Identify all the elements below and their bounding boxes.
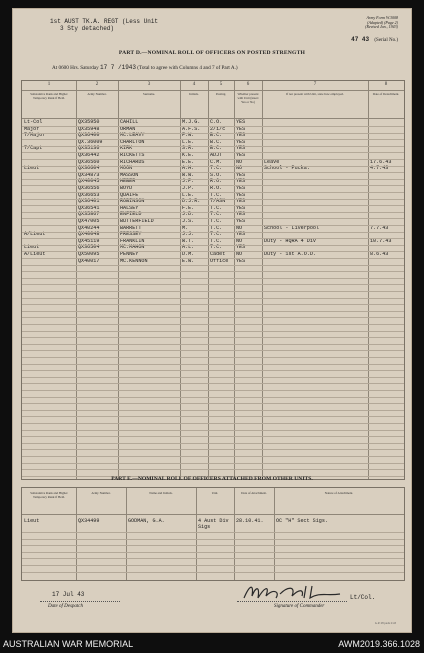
ruled-line	[22, 532, 404, 533]
roll-cell-army-number: QX40017	[78, 257, 100, 264]
part-d-table	[21, 80, 405, 480]
roll-cell-initials: L.E.	[182, 138, 195, 145]
ruled-line	[22, 192, 404, 193]
ruled-line	[22, 331, 404, 332]
ruled-line	[22, 284, 404, 285]
ruled-line	[22, 423, 404, 424]
ruled-line	[22, 271, 404, 272]
roll-cell-rank: Lieut	[24, 165, 40, 172]
roll-cell-present: YES	[236, 132, 246, 139]
roll-cell-army-number: QX36560	[78, 158, 100, 165]
roll-cell-army-number: QX36504	[78, 244, 100, 251]
roll-cell-present: YES	[236, 125, 246, 132]
roll-cell-army-number: QX36604	[78, 165, 100, 172]
roll-cell-surname: ENFIELD	[120, 211, 142, 218]
roll-cell-surname: MC.KENNON	[120, 257, 148, 264]
column-header: Initials.	[189, 92, 199, 96]
roll-cell-initials: M.	[182, 224, 189, 231]
column-number: 5	[219, 82, 223, 87]
roll-cell-initials: W.W.	[182, 171, 195, 178]
ruled-line	[22, 172, 404, 173]
despatch-label: Date of Despatch	[48, 604, 83, 609]
roll-cell-army-number: QX.36009	[78, 138, 103, 145]
ruled-line	[22, 416, 404, 417]
column-number: 7	[313, 82, 317, 87]
roll-cell-initials: E.W.	[182, 257, 195, 264]
roll-cell-army-number: QX50095	[78, 251, 100, 257]
column-divider	[262, 81, 263, 479]
roll-cell-present: YES	[236, 191, 246, 198]
roll-cell-surname: RICHARDS	[120, 158, 145, 165]
roll-cell-posting: S.O.	[210, 171, 223, 178]
roll-cell-detachment-date: 7.7.43	[370, 224, 389, 231]
roll-cell-present: NO	[236, 237, 243, 244]
roll-cell-army-number: QX40045	[78, 178, 100, 185]
roll-cell-present: NO	[236, 158, 243, 165]
roll-cell-initials: S.R.	[182, 145, 195, 152]
roll-cell-rank: Major	[24, 125, 40, 132]
ruled-line	[22, 152, 404, 153]
ruled-line	[22, 552, 404, 553]
roll-cell-initials: F.E.	[182, 204, 195, 211]
form-line-3: (Revised Jan., 1943)	[365, 24, 398, 30]
ruled-line	[22, 545, 404, 546]
column-header: Date of Detachment.	[372, 92, 400, 96]
column-number: 8	[384, 82, 388, 87]
part-e-table	[21, 487, 405, 581]
roll-cell-army-number: QX36400	[78, 132, 100, 139]
column-divider	[76, 81, 77, 479]
ruled-line	[22, 350, 404, 351]
ruled-line	[22, 304, 404, 305]
roll-cell-initials: J.D.	[182, 211, 195, 218]
roll-cell-posting: C.M.	[210, 158, 223, 165]
roll-cell-initials: A.F.S.	[182, 125, 201, 132]
roll-cell-initials: J.S.	[182, 218, 195, 224]
ruled-line	[22, 311, 404, 312]
roll-cell-initials: J.P.	[182, 178, 195, 185]
ruled-line	[22, 185, 404, 186]
ruled-line	[22, 126, 404, 127]
column-divider	[118, 81, 119, 479]
ruled-line	[22, 265, 404, 266]
column-header: Name and Initials.	[149, 491, 173, 495]
ruled-line	[22, 324, 404, 325]
attached-cell-unit: 4 Aust Div Sigs	[198, 518, 229, 530]
column-header: Army Number.	[91, 491, 111, 495]
roll-cell-initials: L.E.	[182, 191, 195, 198]
roll-cell-initials: A.L.	[182, 244, 195, 251]
ruled-line	[22, 218, 404, 219]
column-divider	[368, 81, 369, 479]
roll-cell-posting: R.O.	[210, 185, 223, 191]
roll-cell-employment: Duty - HQRA 4 Div	[264, 237, 316, 244]
roll-cell-posting: B.C.	[210, 138, 223, 145]
ruled-line	[22, 166, 404, 167]
ruled-line	[22, 225, 404, 226]
roll-cell-army-number: QX35867	[78, 211, 100, 218]
roll-cell-surname: HEBER	[120, 178, 136, 185]
ruled-line	[22, 179, 404, 180]
roll-cell-rank: Lt-Col	[24, 119, 43, 125]
column-header: Substantive Rank and Higher Temporary Rank if Held.	[30, 92, 68, 100]
ruled-line	[22, 383, 404, 384]
roll-cell-rank: A/Lieut	[24, 251, 46, 257]
ruled-line	[22, 572, 404, 573]
ruled-line	[22, 463, 404, 464]
roll-cell-employment: Leave	[264, 158, 280, 165]
archive-caption: AUSTRALIAN WAR MEMORIAL	[3, 639, 134, 649]
roll-cell-present: YES	[236, 231, 246, 238]
roll-cell-present: NO	[236, 224, 243, 231]
roll-cell-surname: MC.LEAVY	[120, 132, 145, 139]
roll-cell-surname: PRESSEY	[120, 231, 142, 238]
roll-cell-initials: K.E.	[182, 152, 195, 158]
roll-cell-present: YES	[236, 171, 246, 178]
ruled-line	[22, 397, 404, 398]
roll-cell-army-number: QX47005	[78, 218, 100, 224]
roll-cell-detachment-date: 17.6.43	[370, 158, 392, 165]
column-number: 6	[246, 82, 250, 87]
form-line-2: (Adapted) (Page 2)	[367, 19, 398, 25]
roll-cell-present: YES	[236, 204, 246, 211]
roll-cell-employment: School - Pucka.	[264, 165, 310, 172]
roll-cell-surname: HALSEY	[120, 204, 139, 211]
column-header: Date of Attachment.	[241, 491, 267, 495]
roll-cell-surname: CHARLTON	[120, 138, 145, 145]
part-e-title: PART E.—NOMINAL ROLL OF OFFICERS ATTACHED FROM OTHER UNITS.	[111, 476, 313, 482]
roll-cell-posting: T/ASN	[210, 198, 226, 205]
roll-cell-initials: D.J.R.	[182, 198, 201, 205]
document-sheet	[12, 8, 412, 633]
roll-cell-posting: 2/i/c	[210, 125, 226, 132]
despatch-line	[40, 601, 120, 602]
attached-cell-attachment-date: 28.10.41.	[236, 518, 264, 524]
ruled-line	[22, 205, 404, 206]
ruled-line	[22, 278, 404, 279]
signature-label: Signature of Commander	[274, 604, 325, 609]
column-number: 2	[95, 82, 99, 87]
roll-cell-initials: F.W.	[182, 132, 195, 139]
roll-cell-posting: T.C.	[210, 244, 223, 251]
roll-cell-posting: T.C.	[210, 191, 223, 198]
ruled-line	[22, 370, 404, 371]
roll-cell-surname: PENNEY	[120, 251, 139, 257]
attached-cell-name: GODMAN, G.A.	[128, 518, 165, 524]
unit-line-1: 1st AUST TK.A. REGT (Less Unit	[50, 18, 159, 25]
column-header: Substantive Rank and Higher Temporary Rank if Held.	[30, 491, 68, 499]
roll-cell-present: YES	[236, 257, 246, 264]
ruled-line	[22, 139, 404, 140]
roll-cell-detachment-date: 8.6.43	[370, 251, 389, 257]
part-d-subline	[52, 64, 238, 71]
subline-date: 17 7 /1943	[99, 64, 136, 71]
roll-cell-surname: CAHILL	[120, 119, 139, 125]
roll-cell-initials: E.E.	[182, 158, 195, 165]
roll-cell-initials: A.H.	[182, 165, 195, 172]
roll-cell-army-number: QX36442	[78, 152, 100, 158]
column-header-row	[22, 90, 404, 119]
roll-cell-posting: T.C.	[210, 211, 223, 218]
roll-cell-posting: T.C.	[210, 218, 223, 224]
ruled-line	[22, 232, 404, 233]
ruled-line	[22, 430, 404, 431]
column-header-row	[22, 488, 404, 515]
ruled-line	[22, 251, 404, 252]
column-number: 1	[47, 82, 51, 87]
unit-line-2: 3 Sty detached)	[60, 25, 115, 32]
roll-cell-posting: B.C.	[210, 132, 223, 139]
roll-cell-detachment-date: 10.7.43	[370, 237, 392, 244]
roll-cell-posting: Office	[210, 257, 229, 264]
unit-heading	[50, 18, 158, 32]
roll-cell-surname: MOON	[120, 165, 133, 172]
roll-cell-army-number: QX36556	[78, 185, 100, 191]
column-header: Surname.	[142, 92, 156, 96]
roll-cell-present: YES	[236, 218, 246, 224]
roll-cell-initials: J.P.	[182, 185, 195, 191]
column-number: 4	[192, 82, 196, 87]
ruled-line	[22, 558, 404, 559]
roll-cell-present: YES	[236, 198, 246, 205]
ruled-line	[22, 377, 404, 378]
ruled-line	[22, 449, 404, 450]
roll-cell-present: YES	[236, 185, 246, 191]
ruled-line	[22, 364, 404, 365]
column-header: Posting.	[215, 92, 227, 96]
ruled-line	[22, 159, 404, 160]
roll-cell-surname: BOYD	[120, 185, 133, 191]
ruled-line	[22, 238, 404, 239]
ruled-line	[22, 258, 404, 259]
roll-cell-posting: T.C.	[210, 204, 223, 211]
roll-cell-posting: T.C.	[210, 231, 223, 238]
roll-cell-surname: MASSON	[120, 171, 139, 178]
roll-cell-army-number: QX34873	[78, 171, 100, 178]
roll-cell-rank: A/Lieut	[24, 231, 46, 238]
ruled-line	[22, 539, 404, 540]
subline-suffix: (Total to agree with Columns 4 and 7 of Part A.)	[137, 65, 238, 71]
ruled-line	[22, 565, 404, 566]
column-divider	[180, 81, 181, 479]
signature-line	[237, 601, 347, 602]
serial-number	[351, 36, 398, 43]
serial-value: 47 43	[351, 36, 370, 43]
roll-cell-present: YES	[236, 152, 246, 158]
roll-cell-army-number: QX35950	[78, 119, 100, 125]
ruled-line	[22, 456, 404, 457]
roll-cell-posting: R.O.	[210, 178, 223, 185]
ruled-line	[22, 410, 404, 411]
archive-reference: AWM2019.366.1028	[338, 639, 420, 649]
ruled-line	[22, 199, 404, 200]
roll-cell-initials: J.J.	[182, 231, 195, 238]
roll-cell-surname: BUTTERFIELD	[120, 218, 154, 224]
roll-cell-surname: MC.MAHON	[120, 244, 145, 251]
roll-cell-surname: FRANKLIN	[120, 237, 145, 244]
roll-cell-rank: Lieut	[24, 244, 40, 251]
signature-rank: Lt/Col.	[350, 594, 376, 601]
roll-cell-posting: B.C.	[210, 145, 223, 152]
ruled-line	[22, 469, 404, 470]
attached-cell-attachment-nature: OC "H" Sect Sigs.	[276, 518, 328, 524]
roll-cell-present: NO	[236, 251, 243, 257]
roll-cell-initials: M.J.G.	[182, 119, 201, 125]
part-d-title: PART D.—NOMINAL ROLL OF OFFICERS ON POSTED STRENGTH	[118, 50, 306, 56]
column-header: Unit.	[211, 491, 219, 495]
column-header: If not present with Unit, state how employed.	[286, 92, 344, 96]
column-divider	[234, 81, 235, 479]
roll-cell-army-number: QX36653	[78, 191, 100, 198]
roll-cell-army-number: QX35136	[78, 145, 100, 152]
roll-cell-present: YES	[236, 119, 246, 125]
serial-label: (Serial No.)	[374, 38, 398, 43]
roll-cell-initials: W.T.	[182, 237, 195, 244]
roll-cell-posting: C.O.	[210, 119, 223, 125]
column-header: Army Number.	[87, 92, 107, 96]
roll-cell-present: YES	[236, 178, 246, 185]
roll-cell-present: YES	[236, 145, 246, 152]
roll-cell-posting: Cadet	[210, 251, 226, 257]
ruled-line	[22, 436, 404, 437]
roll-cell-present: YES	[236, 211, 246, 218]
column-number: 3	[147, 82, 151, 87]
roll-cell-present: YES	[236, 138, 246, 145]
column-divider	[208, 81, 209, 479]
ruled-line	[22, 317, 404, 318]
column-header: Whether present with Unit (insert Yes or No)	[237, 92, 259, 104]
roll-cell-surname: RICKETTS	[120, 152, 145, 158]
roll-cell-army-number: QX40244	[78, 224, 100, 231]
ruled-line	[22, 146, 404, 147]
subline-prefix: At 0600 Hrs. Saturday	[52, 65, 99, 71]
roll-cell-employment: School - Liverpool	[264, 224, 320, 231]
roll-cell-posting: T.C.	[210, 237, 223, 244]
ruled-line	[22, 390, 404, 391]
roll-cell-army-number: QX36541	[78, 204, 100, 211]
despatch-date: 17 Jul 43	[52, 591, 85, 598]
roll-cell-posting: T.C.	[210, 165, 223, 172]
attached-cell-army-number: QX34499	[78, 518, 100, 524]
roll-cell-army-number: QX45119	[78, 237, 100, 244]
roll-cell-surname: KIRK	[120, 145, 133, 152]
roll-cell-rank: T/Major	[24, 132, 46, 139]
ruled-line	[22, 337, 404, 338]
ruled-line	[22, 344, 404, 345]
ruled-line	[22, 443, 404, 444]
ruled-line	[22, 298, 404, 299]
form-line-1: Army Form W.3008	[366, 15, 398, 20]
ruled-line	[22, 133, 404, 134]
roll-cell-posting: T.C.	[210, 224, 223, 231]
attached-cell-rank: Lieut	[24, 518, 40, 524]
roll-cell-surname: ORMAN	[120, 125, 136, 132]
roll-cell-army-number: QX40048	[78, 231, 100, 238]
roll-cell-surname: ROBINSON	[120, 198, 145, 205]
form-reference	[365, 16, 398, 30]
ruled-line	[22, 245, 404, 246]
roll-cell-detachment-date: 4.7.43	[370, 165, 389, 172]
ruled-line	[22, 403, 404, 404]
roll-cell-initials: D.M.	[182, 251, 195, 257]
ruled-line	[22, 357, 404, 358]
roll-cell-posting: ADJT	[210, 152, 223, 158]
column-header: Nature of Attachment.	[324, 491, 354, 495]
print-code: G.P. 28 pads 2/43	[374, 621, 396, 625]
roll-cell-army-number: QX36401	[78, 198, 100, 205]
roll-cell-present: NO	[236, 165, 243, 172]
roll-cell-present: YES	[236, 244, 246, 251]
roll-cell-rank: T/Capt	[24, 145, 43, 152]
roll-cell-surname: BARRETT	[120, 224, 142, 231]
roll-cell-army-number: QX35948	[78, 125, 100, 132]
roll-cell-employment: Duty - 1st A.O.D.	[264, 251, 316, 257]
ruled-line	[22, 291, 404, 292]
roll-cell-surname: QUAIFE	[120, 191, 139, 198]
ruled-line	[22, 212, 404, 213]
